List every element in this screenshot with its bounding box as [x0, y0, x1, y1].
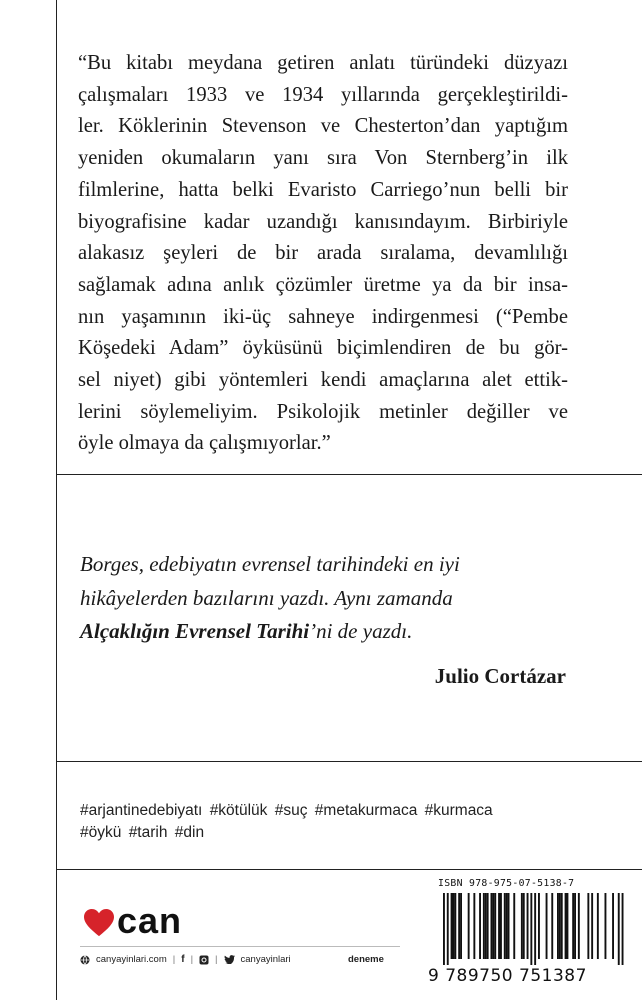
- barcode-bar: [578, 893, 580, 959]
- barcode-bar: [504, 893, 506, 959]
- barcode-bar: [572, 893, 574, 959]
- heart-icon: [84, 908, 114, 938]
- review-line: Borges, edebiyatın evrensel tarihindeki en iyi: [80, 552, 460, 576]
- separator: |: [215, 954, 218, 965]
- barcode-bar: [494, 893, 496, 959]
- quote-line: öyle olmaya da çalışmıyorlar.”: [78, 432, 331, 455]
- hashtag-row: [80, 800, 580, 822]
- barcode-bar: [443, 893, 445, 965]
- isbn-label: ISBN 978-975-07-5138-7: [438, 878, 575, 889]
- barcode-bar: [612, 893, 614, 959]
- hashtag: #suç: [274, 802, 308, 819]
- barcode-bar: [561, 893, 563, 959]
- facebook-icon[interactable]: f: [181, 954, 185, 965]
- barcode-bar: [468, 893, 470, 959]
- hashtag: #din: [174, 824, 205, 841]
- barcode-bar: [508, 893, 510, 959]
- barcode-bar: [523, 893, 525, 959]
- review-quote: [80, 548, 580, 649]
- barcode-bar: [498, 893, 500, 959]
- quote-line: sağlamak adına anlık çözümler üretme ya da bir insa-: [78, 273, 568, 296]
- quote-line: biyografisine kadar uzandığı kanısındayım. Birbiriyle: [78, 210, 568, 233]
- hashtag: #metakurmaca: [314, 802, 418, 819]
- barcode-bar: [485, 893, 487, 959]
- barcode-bar: [618, 893, 620, 965]
- hashtag-list: [80, 800, 580, 844]
- hashtag: #öykü: [80, 824, 122, 841]
- publisher-logo: [84, 900, 183, 943]
- barcode-bar: [559, 893, 561, 959]
- quote-line: Köşedeki Adam” öyküsünü biçimlendiren de bu gör-: [78, 337, 568, 360]
- publisher-footer: [80, 954, 410, 965]
- barcode-bar: [546, 893, 548, 959]
- barcode-bar: [458, 893, 460, 959]
- barcode-bar: [521, 893, 523, 959]
- globe-icon: [80, 955, 90, 965]
- hashtag: #arjantinedebiyatı: [80, 802, 203, 819]
- genre-label: deneme: [348, 954, 384, 965]
- quote-line: çalışmaları 1933 ve 1934 yıllarında gerçekleştirildi-: [78, 83, 568, 106]
- barcode-bar: [500, 893, 502, 959]
- barcode-bar: [591, 893, 593, 959]
- hashtag-row: [80, 822, 580, 844]
- barcode-bar: [534, 893, 536, 965]
- barcode-bar: [567, 893, 569, 959]
- quote-line: sel niyet) gibi yöntemleri kendi amaçlarına alet ettik-: [78, 369, 568, 392]
- twitter-icon[interactable]: [224, 955, 235, 964]
- instagram-icon[interactable]: [199, 955, 209, 965]
- barcode-bar: [473, 893, 475, 959]
- book-title: Alçaklığın Evrensel Tarihi: [80, 619, 310, 643]
- quote-line: “Bu kitabı meydana getiren anlatı türündeki düzyazı: [78, 52, 568, 74]
- separator: |: [172, 954, 176, 965]
- barcode: [427, 893, 627, 965]
- quote-line: ler. Köklerinin Stevenson ve Chesterton’dan yaptığım: [78, 115, 568, 138]
- frame-line: [56, 0, 57, 27]
- barcode-digits: 9 789750 751387: [428, 966, 587, 986]
- barcode-bar: [460, 893, 462, 959]
- quote-line: nın yaşamının iki-üç sahneye indirgenmesi (“Pembe: [78, 305, 568, 328]
- barcode-bar: [513, 893, 515, 959]
- barcode-bar: [551, 893, 553, 959]
- barcode-bar: [587, 893, 589, 959]
- barcode-bar: [565, 893, 567, 959]
- barcode-bar: [492, 893, 494, 959]
- website-link[interactable]: canyayinlari.com: [96, 954, 167, 965]
- barcode-bar: [487, 893, 489, 959]
- hashtag: #kötülük: [209, 802, 268, 819]
- quote-line: filmlerine, hatta belki Evaristo Carriego’nun belli bir: [78, 178, 568, 201]
- barcode-bar: [453, 893, 455, 959]
- barcode-bar: [538, 893, 540, 959]
- back-cover-quote: [78, 48, 568, 460]
- review-line: [80, 615, 580, 649]
- barcode-bar: [530, 893, 532, 965]
- review-line: hikâyelerden bazılarını yazdı. Aynı zamanda: [80, 585, 453, 610]
- hashtag: #tarih: [128, 824, 168, 841]
- barcode-bar: [605, 893, 607, 959]
- separator: |: [190, 954, 194, 965]
- social-handle[interactable]: canyayinlari: [240, 954, 291, 965]
- barcode-bar: [506, 893, 508, 959]
- quote-line: yeniden okumaların yanı sıra Von Sternberg’in ilk: [78, 147, 568, 170]
- barcode-bar: [622, 893, 624, 965]
- review-author: Julio Cortázar: [434, 664, 566, 688]
- review-line-rest: ’ni de yazdı.: [309, 619, 413, 643]
- footer-divider: [80, 946, 400, 947]
- barcode-bar: [451, 893, 453, 959]
- barcode-bar: [483, 893, 485, 959]
- publisher-brand: can: [117, 900, 183, 941]
- barcode-bar: [597, 893, 599, 959]
- barcode-bar: [491, 893, 493, 959]
- hashtag: #kurmaca: [424, 802, 493, 819]
- barcode-bar: [447, 893, 449, 965]
- barcode-bar: [557, 893, 559, 959]
- barcode-bar: [479, 893, 481, 959]
- quote-line: alakasız şeyleri de bir arada sıralama, devamlılığı: [78, 242, 568, 265]
- barcode-bar: [574, 893, 576, 959]
- barcode-bar: [454, 893, 456, 959]
- barcode-bar: [527, 893, 529, 959]
- quote-line: lerini söylemeliyim. Psikolojik metinler değiller ve: [78, 400, 568, 423]
